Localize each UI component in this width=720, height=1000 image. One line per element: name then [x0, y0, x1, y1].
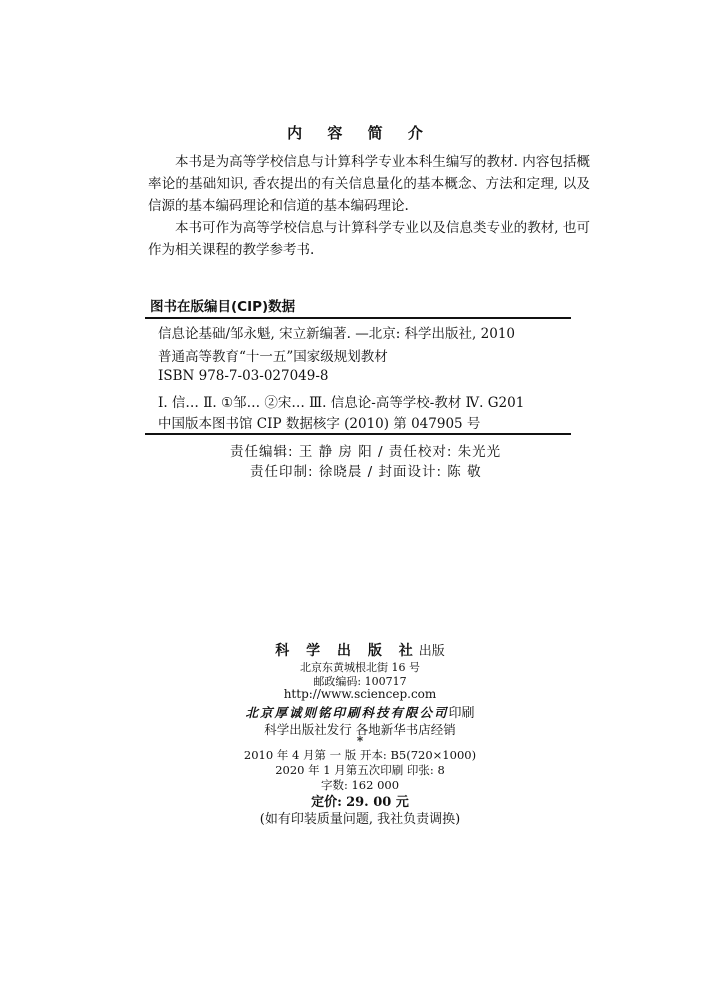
- cip-heading: 图书在版编目(CIP)数据: [150, 299, 296, 315]
- edition-line-1: 2010 年 4 月第 一 版 开本: B5(720×1000): [243, 748, 477, 762]
- price-value: 29. 00 元: [346, 795, 409, 810]
- cip-line-series: 普通高等教育“十一五”国家级规划教材: [158, 349, 388, 365]
- credits-editors: 责任编辑: 王 静 房 阳 / 责任校对: 朱光光: [230, 444, 502, 460]
- cip-top-rule: [145, 317, 571, 319]
- credits-production: 责任印制: 徐晓晨 / 封面设计: 陈 敬: [250, 464, 482, 480]
- publisher-name: 科 学 出 版 社: [275, 643, 419, 659]
- summary-paragraph-1: 本书是为高等学校信息与计算科学专业本科生编写的教材. 内容包括概率论的基础知识, 香农提出的有关信息量化的基本概念、方法和定理, 以及信源的基本编码理论和信道的基本编码理论.: [148, 154, 590, 214]
- publisher-address: 北京东黄城根北街 16 号: [300, 661, 420, 674]
- cip-line-cip-number: 中国版本图书馆 CIP 数据核字 (2010) 第 047905 号: [158, 416, 481, 432]
- publisher-suffix: 出版: [418, 644, 445, 659]
- printer-suffix: 印刷: [448, 706, 475, 721]
- publisher-line: [0, 640, 720, 660]
- price-label: 定价:: [311, 795, 342, 810]
- publisher-url: http://www.sciencep.com: [283, 687, 437, 701]
- separator-star: *: [356, 734, 364, 748]
- distribution-line: 科学出版社发行 各地新华书店经销: [264, 722, 456, 737]
- cip-line-title: 信息论基础/邹永魁, 宋立新编著. —北京: 科学出版社, 2010: [158, 326, 515, 342]
- cip-line-classification: Ⅰ. 信… Ⅱ. ①邹… ②宋… Ⅲ. 信息论-高等学校-教材 Ⅳ. G201: [158, 395, 525, 411]
- printer-name: 北京厚诚则铭印刷科技有限公司: [245, 705, 449, 720]
- cip-bottom-rule: [145, 433, 571, 435]
- printer-line: [0, 702, 720, 721]
- quality-note: (如有印装质量问题, 我社负责调换): [259, 812, 461, 827]
- summary-paragraph-2: 本书可作为高等学校信息与计算科学专业以及信息类专业的教材, 也可作为相关课程的教学参考书.: [148, 220, 590, 258]
- publisher-postcode: 邮政编码: 100717: [313, 675, 407, 688]
- page-title: 内 容 简 介: [287, 124, 433, 142]
- edition-line-2: 2020 年 1 月第五次印刷 印张: 8: [275, 763, 445, 777]
- word-count: 字数: 162 000: [320, 778, 400, 792]
- cip-line-isbn: ISBN 978-7-03-027049-8: [158, 368, 329, 384]
